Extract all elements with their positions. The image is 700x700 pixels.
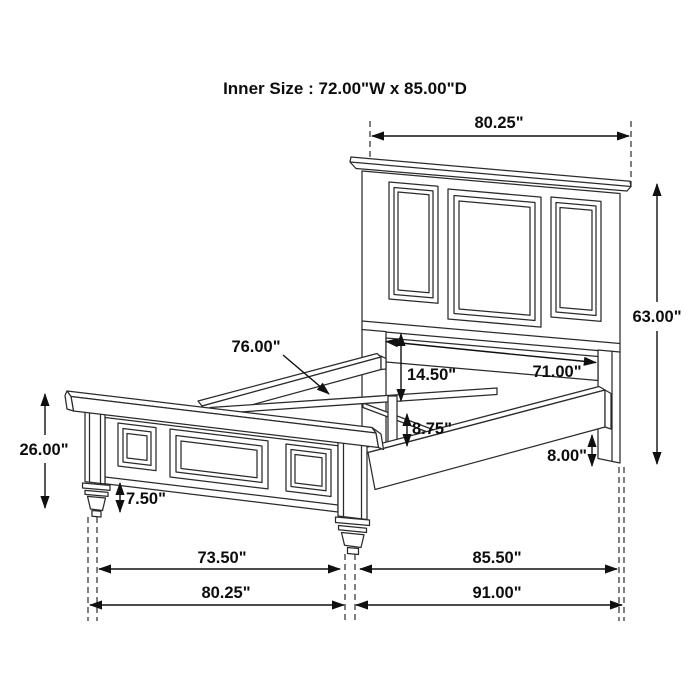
dim-headboard-overall-width (372, 114, 629, 136)
dim-footboard-overall-width (90, 584, 344, 605)
dim-label: 8.00" (547, 447, 587, 465)
dim-label: 71.00" (532, 363, 582, 381)
dim-label: 63.00" (632, 308, 682, 326)
footboard-left-post (85, 409, 105, 484)
footboard-left-foot (83, 483, 111, 517)
dim-label: 80.25" (474, 114, 524, 132)
dim-label: 26.00" (19, 441, 69, 459)
diagram-title: Inner Size : 72.00"W x 85.00"D (223, 79, 467, 98)
footboard-right-post (338, 441, 367, 520)
dim-headboard-height (632, 184, 681, 464)
dim-label: 14.50" (407, 366, 457, 384)
dim-label: 8.75" (412, 420, 452, 438)
footboard-right-foot (336, 517, 370, 555)
dim-footboard-height (19, 394, 68, 508)
dim-label: 85.50" (472, 549, 522, 567)
dim-label: 91.00" (472, 584, 522, 602)
dim-footboard-inner-width (99, 549, 340, 569)
dim-side-rail-span (360, 549, 617, 569)
dim-overall-depth (356, 584, 622, 605)
center-rail-support-leg (388, 396, 397, 444)
dim-label: 7.50" (126, 490, 166, 508)
dim-label: 76.00" (231, 338, 281, 356)
dim-label: 80.25" (201, 584, 251, 602)
dim-label: 73.50" (197, 549, 247, 567)
